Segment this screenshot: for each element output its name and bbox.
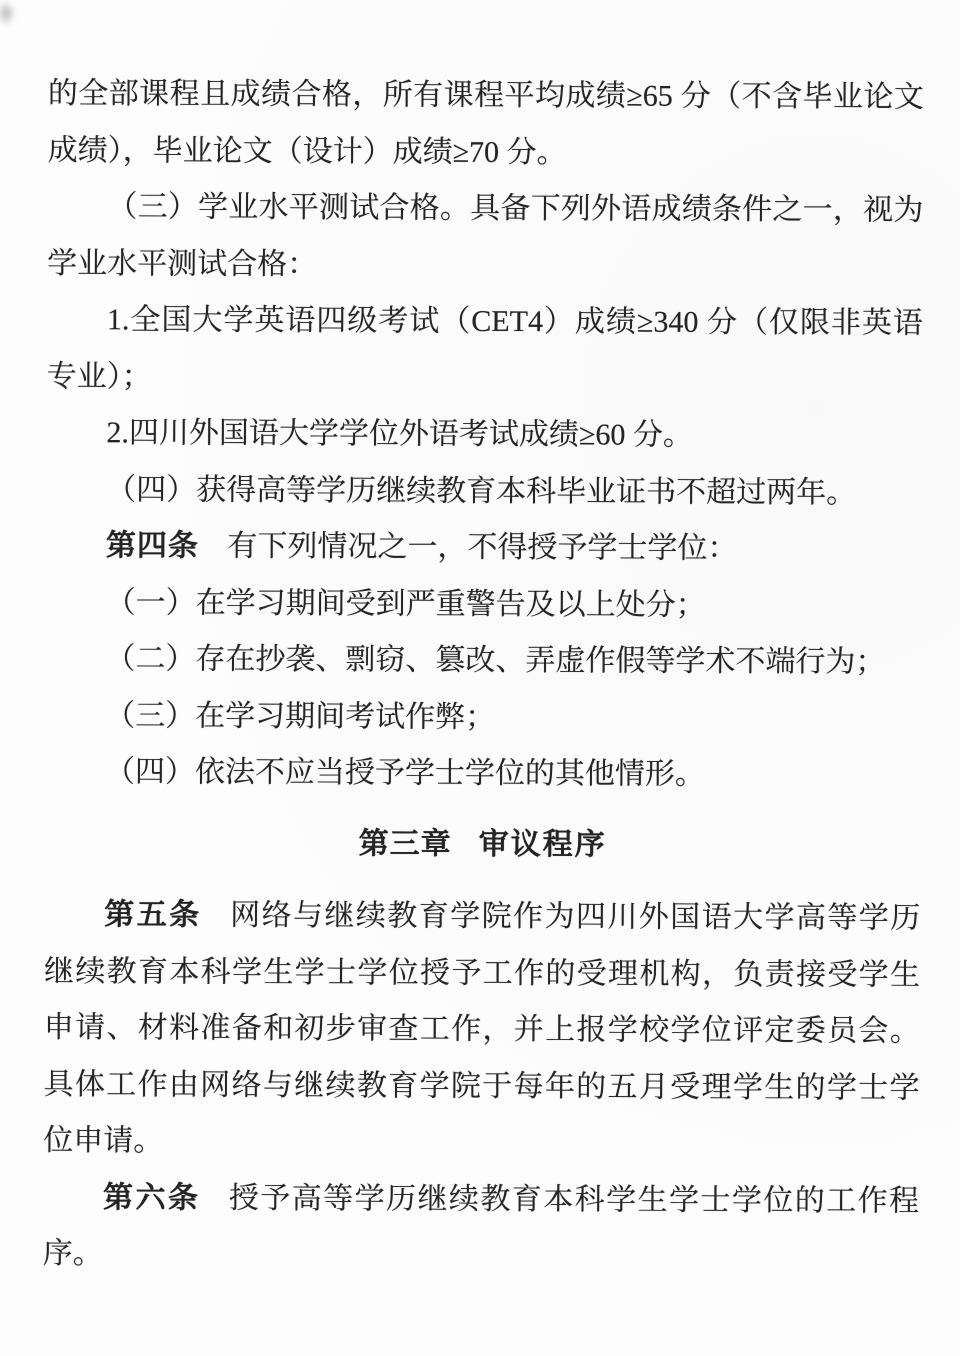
- paragraph-line: [48, 66, 924, 126]
- item-line-1: [46, 574, 922, 634]
- clause-line-4: [46, 461, 922, 521]
- article-4-number: 第四条: [105, 529, 199, 563]
- scan-smudge-artifact: [0, 0, 16, 26]
- line-text: 序。: [42, 1236, 103, 1271]
- paragraph-line: [47, 235, 923, 295]
- line-text: 具体工作由网络与继续教育学院于每年的五月受理学生的学士学: [43, 1067, 920, 1105]
- line-text: 专业）；: [46, 359, 152, 393]
- line-text: （一）在学习期间受到严重警告及以上处分；: [105, 585, 706, 622]
- item-line-4: [45, 744, 921, 804]
- chapter-3-heading: [44, 814, 920, 874]
- paragraph-line: [43, 1226, 919, 1286]
- paragraph-line: [43, 1113, 919, 1173]
- line-text: 位申请。: [43, 1123, 164, 1158]
- clause-line-3: [47, 179, 923, 239]
- paragraph-line: [44, 943, 920, 1003]
- line-text: 2.四川外国语大学学位外语考试成绩≥60 分。: [106, 416, 693, 452]
- paragraph-line: [47, 348, 923, 408]
- line-text: （四）依法不应当授予学士学位的其他情形。: [104, 755, 705, 791]
- document-text-block: [43, 66, 924, 1286]
- line-text: （四）获得高等学历继续教育本科毕业证书不超过两年。: [106, 472, 857, 510]
- line-text: 授予高等学历继续教育本科学生学士学位的工作程: [228, 1181, 920, 1218]
- line-text: 的全部课程且成绩合格，所有课程平均成绩≥65 分（不含毕业论文: [47, 76, 924, 114]
- list-item-2-degree-exam: [46, 405, 922, 465]
- item-line-2: [45, 631, 921, 691]
- chapter-title: 审议程序: [478, 827, 607, 861]
- line-text: 申请、材料准备和初步审查工作，并上报学校学位评定委员会。: [43, 1010, 920, 1048]
- line-text: 有下列情况之一，不得授予学士学位：: [227, 529, 738, 566]
- line-text: 1.全国大学英语四级考试（CET4）成绩≥340 分（仅限非英语: [106, 303, 923, 340]
- paragraph-line: [44, 1000, 920, 1060]
- list-item-1-cet4: [47, 292, 923, 352]
- line-text: （二）存在抄袭、剽窃、篡改、弄虚作假等学术不端行为；: [105, 642, 886, 679]
- line-text: （三）学业水平测试合格。具备下列外语成绩条件之一，视为: [107, 190, 924, 227]
- line-text: 继续教育本科学生学士学位授予工作的受理机构，负责接受学生: [43, 954, 921, 992]
- article-6-number: 第六条: [102, 1180, 201, 1215]
- line-text: 成绩），毕业论文（设计）成绩≥70 分。: [47, 133, 567, 169]
- article-5-number: 第五条: [104, 898, 202, 932]
- article-6-line: [43, 1169, 919, 1229]
- paragraph-line: [48, 122, 924, 182]
- line-text: 网络与继续教育学院作为四川外国语大学高等学历: [230, 898, 921, 935]
- item-line-3: [45, 687, 921, 747]
- article-4-line: [46, 518, 922, 578]
- paragraph-line: [43, 1056, 919, 1116]
- chapter-number: 第三章: [358, 826, 452, 861]
- line-text: 学业水平测试合格：: [47, 246, 318, 281]
- article-5-line: [44, 887, 920, 947]
- line-text: （三）在学习期间考试作弊；: [105, 698, 496, 734]
